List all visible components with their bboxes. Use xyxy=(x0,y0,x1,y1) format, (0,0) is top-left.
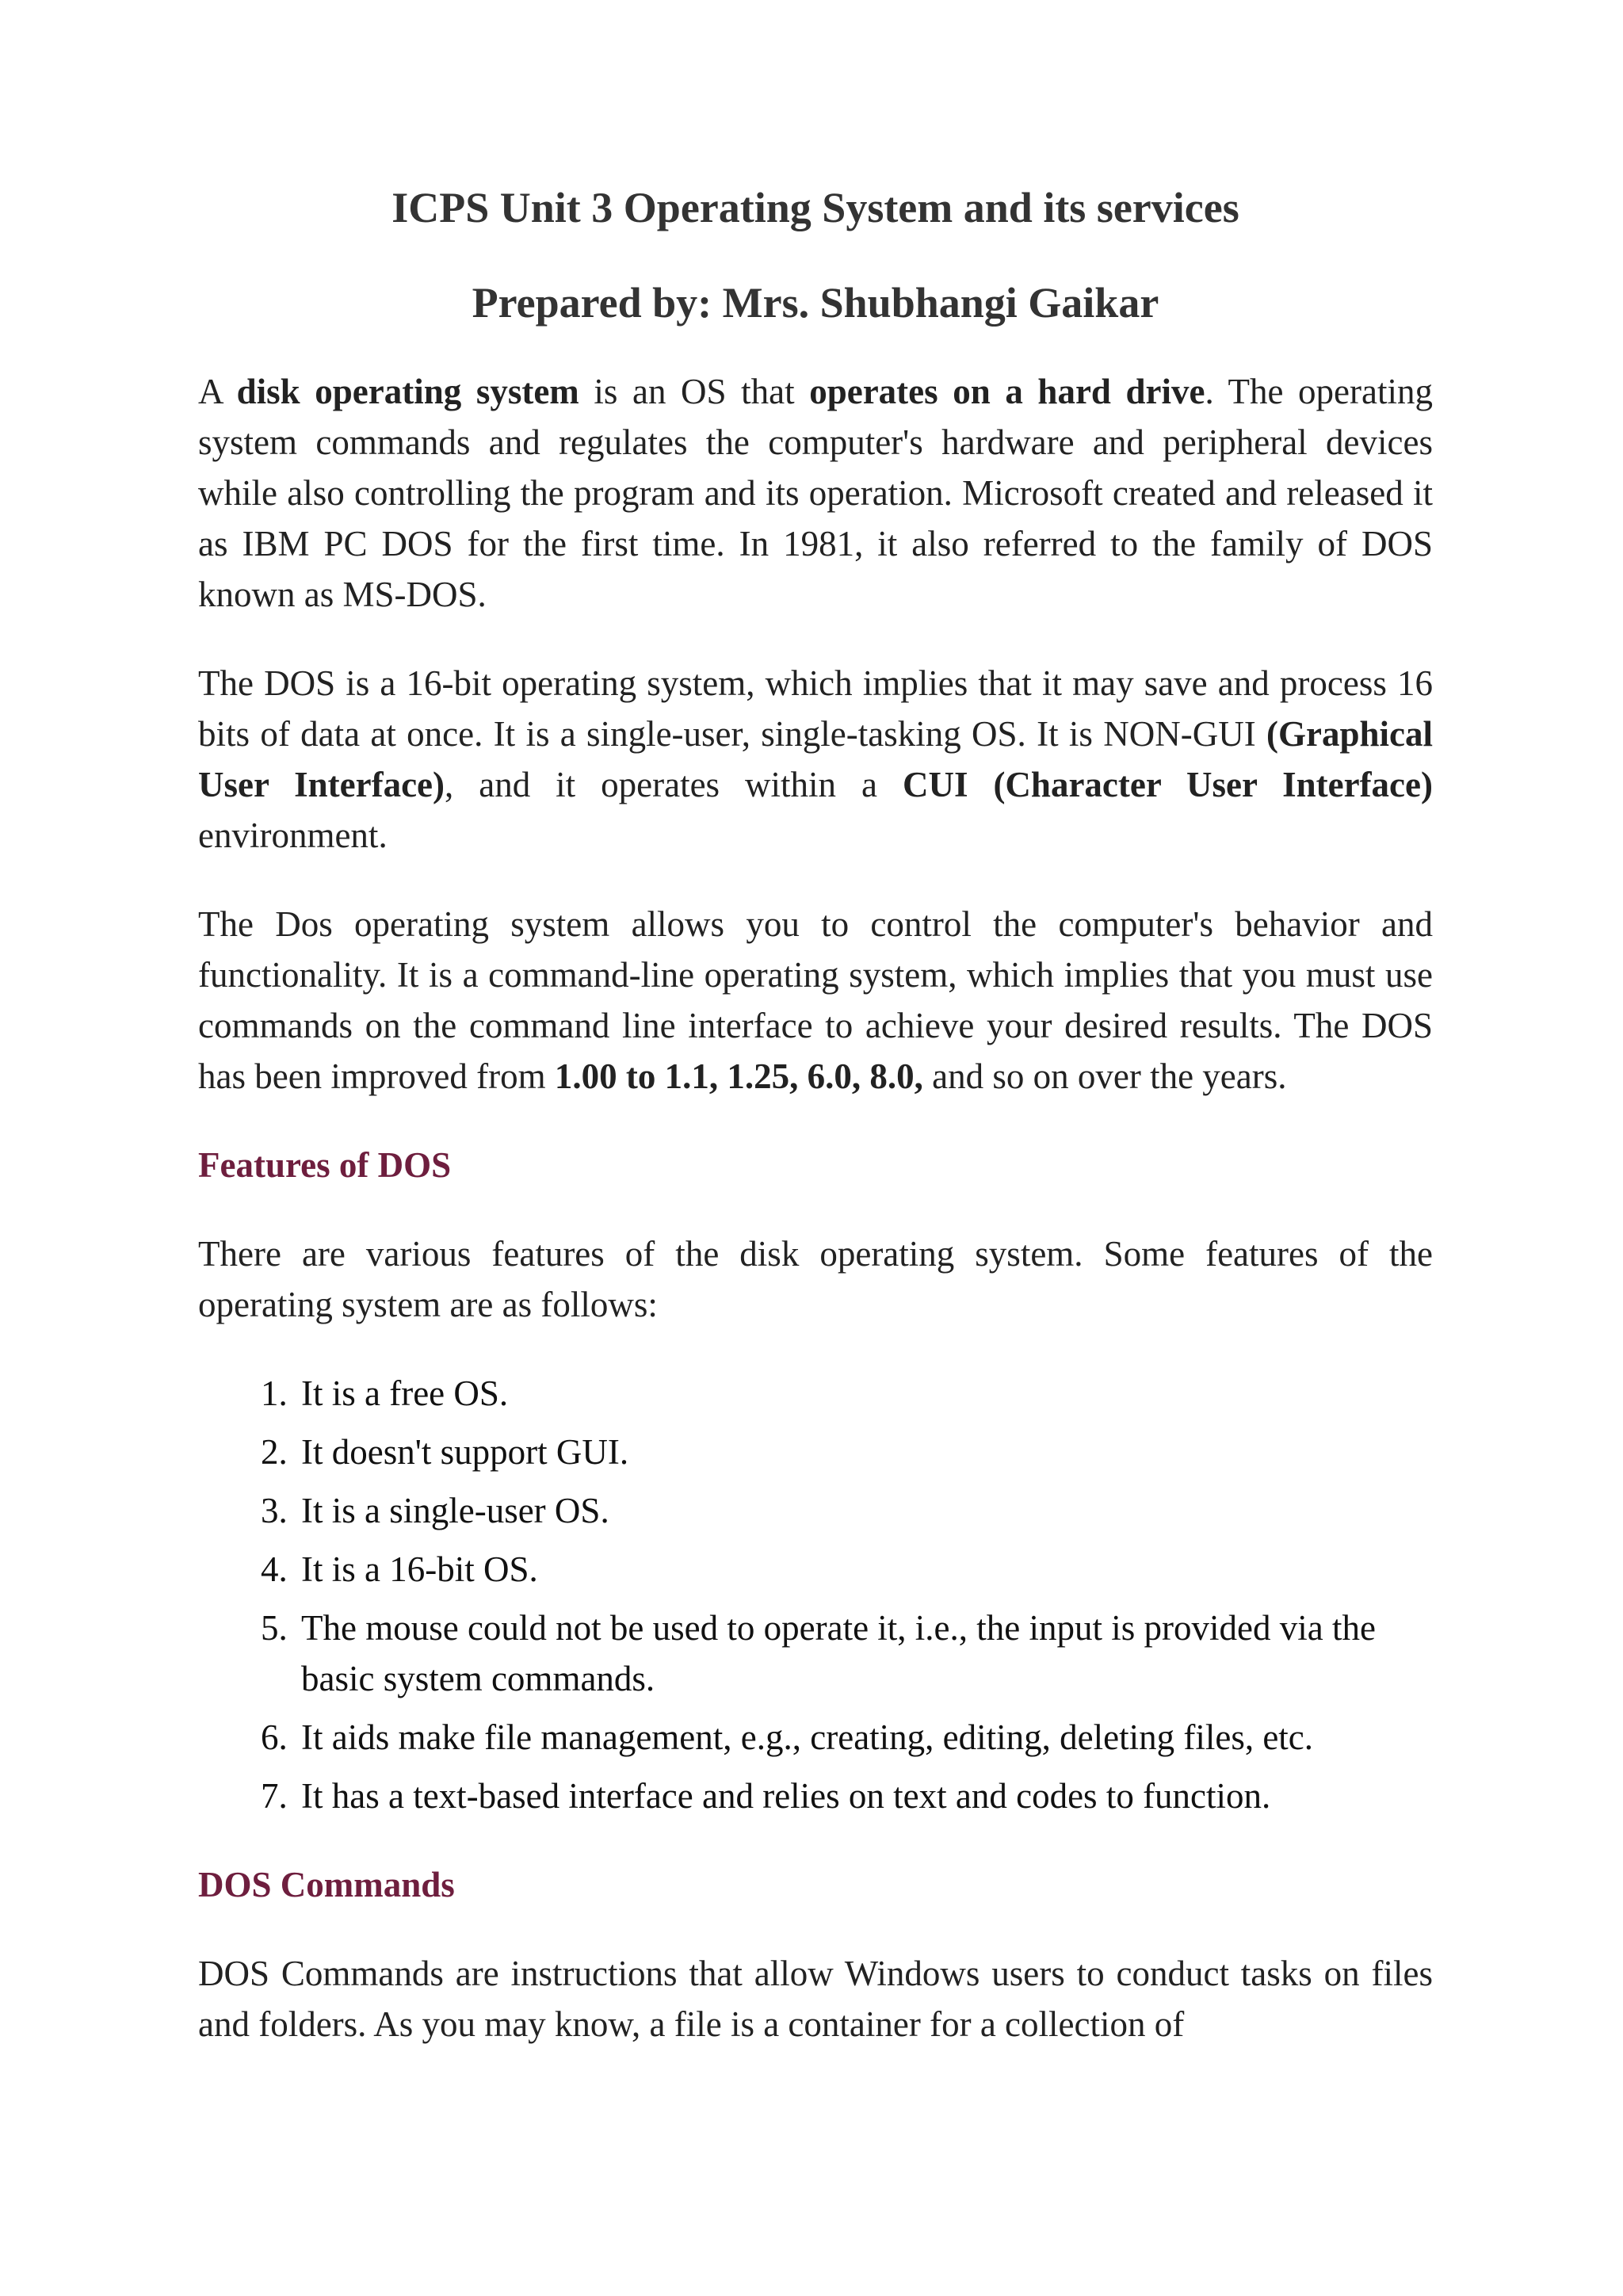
features-heading: Features of DOS xyxy=(198,1145,452,1185)
intro-paragraph: A disk operating system is an OS that operates on a hard drive. The operating system commands and regulates the computer's hardware and peripheral devices while also controlling the program and its operation. Microsoft created and released it as IBM PC DOS for the first time. In 1981, it also referred to the family of DOS known as MS-DOS. xyxy=(198,372,1433,614)
list-item: 2. It doesn't support GUI. xyxy=(296,1427,1433,1477)
dos-16bit-paragraph: The DOS is a 16-bit operating system, which implies that it may save and process 16 bits of data at once. It is a single-user, single-tasking OS. It is NON-GUI (Graphical User Interface), and it operates within a CUI (Character User Interface) environment. xyxy=(198,663,1433,855)
list-item: 1. It is a free OS. xyxy=(296,1368,1433,1419)
document-author: Prepared by: Mrs. Shubhangi Gaikar xyxy=(472,279,1159,327)
dos-command-line-paragraph: The Dos operating system allows you to control the computer's behavior and functionality. It is a command-line operating system, which implies that you must use commands on the command line interface to achieve your desired results. The DOS has been improved from 1.00 to 1.1, 1.25, 6.0, 8.0, and so on over the years. xyxy=(198,904,1433,1096)
features-intro-paragraph: There are various features of the disk operating system. Some features of the operating system are as follows: xyxy=(198,1234,1433,1324)
document-title: ICPS Unit 3 Operating System and its services xyxy=(391,184,1239,231)
features-list xyxy=(198,1368,1433,1821)
list-item: 3. It is a single-user OS. xyxy=(296,1485,1433,1536)
document-page xyxy=(198,182,1433,2050)
commands-heading: DOS Commands xyxy=(198,1865,455,1904)
list-item: 6. It aids make file management, e.g., creating, editing, deleting files, etc. xyxy=(296,1712,1433,1763)
commands-intro-paragraph: DOS Commands are instructions that allow Windows users to conduct tasks on files and folders. As you may know, a file is a container for a collection of xyxy=(198,1954,1433,2044)
list-item: 7. It has a text-based interface and relies on text and codes to function. xyxy=(296,1771,1433,1821)
list-item: 4. It is a 16-bit OS. xyxy=(296,1544,1433,1595)
list-item: 5. The mouse could not be used to operate it, i.e., the input is provided via the basic system commands. xyxy=(296,1603,1433,1704)
